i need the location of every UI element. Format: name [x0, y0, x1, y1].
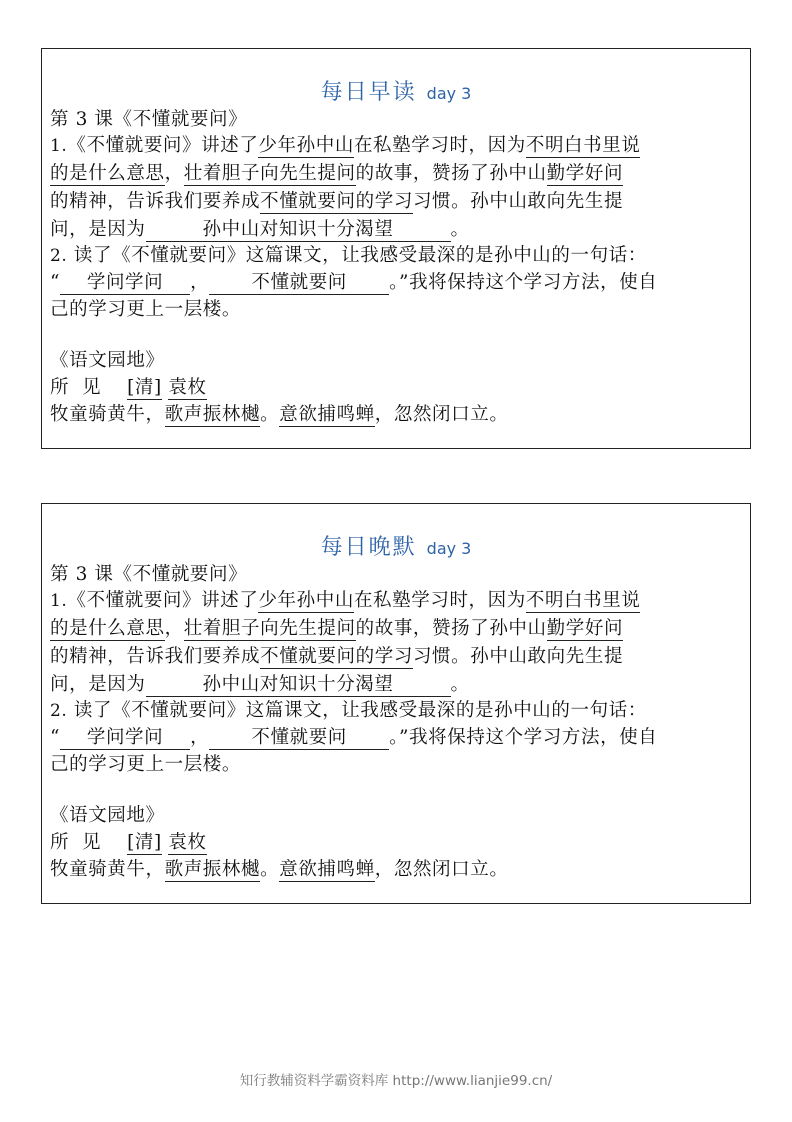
- underlined-answer: 勤学好问: [546, 618, 624, 639]
- text: 问，是因为: [50, 674, 146, 695]
- text: ，: [164, 618, 184, 639]
- fill-blank-answer: 不懂就要问: [209, 727, 389, 750]
- underlined-answer: 不懂就要问: [260, 191, 356, 212]
- question-1-line-4: [50, 216, 744, 244]
- text: 问，是因为: [50, 219, 146, 240]
- poem-title: 所 见: [50, 832, 102, 853]
- underlined-answer: 少年孙中山: [258, 135, 354, 156]
- underlined-answer: 勤学好问: [546, 163, 624, 184]
- underlined-answer: 的是什么意思: [50, 618, 165, 639]
- underlined-answer: 壮着胆子向先生提问: [183, 618, 356, 639]
- lesson-heading-text: 第 3 课《不懂就要问》: [50, 109, 248, 130]
- text: ，忽然闭口立。: [374, 859, 509, 880]
- text: 在私塾学习时，因为: [353, 590, 526, 611]
- evening-dictation-card: [41, 503, 751, 904]
- question-1-line-1: [50, 587, 744, 615]
- text: 的精神，告诉我们要养成: [50, 191, 261, 212]
- text: 在私塾学习时，因为: [353, 135, 526, 156]
- garden-heading: [50, 802, 744, 830]
- question-2-line-2: [50, 724, 744, 752]
- text: 习惯。孙中山敢向先生提: [412, 646, 624, 667]
- poem-author: 袁枚: [168, 832, 207, 853]
- lesson-heading: [50, 106, 744, 134]
- garden-heading: [50, 347, 744, 375]
- poem-dynasty: [清]: [127, 832, 162, 853]
- question-2-line-2: [50, 269, 744, 297]
- question-2-line-1: [50, 697, 744, 725]
- underlined-answer: 的学习: [355, 191, 413, 212]
- underlined-answer: 的学习: [355, 646, 413, 667]
- question-2-line-3: [50, 751, 744, 779]
- poem-author: 袁枚: [168, 377, 207, 398]
- underlined-answer: 意欲捕鸣蝉: [279, 859, 375, 880]
- text: 读了《不懂就要问》这篇课文，让我感受最深的是孙中山的一句话：: [73, 245, 647, 266]
- text: ，: [190, 727, 210, 748]
- underlined-answer: 的是什么意思: [50, 163, 165, 184]
- poem-title: 所 见: [50, 377, 102, 398]
- text: 。: [450, 219, 470, 240]
- text: ，: [164, 163, 184, 184]
- underlined-answer: 少年孙中山: [258, 590, 354, 611]
- underlined-answer: 歌声振林樾: [164, 859, 261, 880]
- card-title-text: 每日晚默: [320, 535, 417, 560]
- poem-title-line: [50, 829, 744, 857]
- day-label: day 3: [426, 84, 472, 103]
- text: 。: [260, 859, 280, 880]
- fill-blank-answer: 孙中山对知识十分渴望: [146, 674, 451, 697]
- underlined-answer: 歌声振林樾: [164, 404, 261, 425]
- morning-reading-card: [41, 48, 751, 449]
- poem-title-line: [50, 374, 744, 402]
- text: ，: [190, 272, 210, 293]
- text: ，忽然闭口立。: [374, 404, 509, 425]
- day-label: day 3: [426, 539, 472, 558]
- question-number: 2.: [50, 246, 68, 266]
- text: 《不懂就要问》讲述了: [67, 135, 259, 156]
- fill-blank-answer: 孙中山对知识十分渴望: [146, 219, 451, 242]
- question-1-line-3: [50, 643, 744, 671]
- question-number: 1.: [50, 591, 68, 611]
- underlined-answer: 不懂就要问: [260, 646, 356, 667]
- underlined-answer: 意欲捕鸣蝉: [279, 404, 375, 425]
- text: 。: [450, 674, 470, 695]
- text: 。”我将保持这个学习方法，使自: [389, 727, 658, 748]
- poem-dynasty: [清]: [127, 377, 162, 398]
- question-2-line-3: [50, 296, 744, 324]
- card-title: [42, 75, 750, 106]
- text: 己的学习更上一层楼。: [50, 299, 242, 320]
- text: 的故事，赞扬了孙中山: [355, 163, 547, 184]
- question-number: 1.: [50, 136, 68, 156]
- text: 牧童骑黄牛，: [50, 404, 165, 425]
- text: 习惯。孙中山敢向先生提: [412, 191, 624, 212]
- text: 《不懂就要问》讲述了: [67, 590, 259, 611]
- question-1-line-3: [50, 188, 744, 216]
- fill-blank-answer: 不懂就要问: [209, 272, 389, 295]
- text: 的精神，告诉我们要养成: [50, 646, 261, 667]
- underlined-answer: 不明白书里说: [525, 590, 641, 611]
- question-1-line-1: [50, 132, 744, 160]
- question-number: 2.: [50, 701, 68, 721]
- underlined-answer: 不明白书里说: [525, 135, 641, 156]
- text: 己的学习更上一层楼。: [50, 754, 242, 775]
- text: 的故事，赞扬了孙中山: [355, 618, 547, 639]
- card-title-text: 每日早读: [320, 80, 417, 105]
- footer-watermark: 知行教辅资料学霸资料库 http://www.lianjie99.cn/: [239, 1073, 553, 1089]
- text: 《语文园地》: [50, 805, 165, 826]
- question-1-line-2: [50, 615, 744, 643]
- text: 。: [260, 404, 280, 425]
- text: 《语文园地》: [50, 350, 165, 371]
- poem-body: [50, 401, 744, 429]
- text: “: [50, 727, 61, 748]
- text: 。”我将保持这个学习方法，使自: [389, 272, 658, 293]
- lesson-heading-text: 第 3 课《不懂就要问》: [50, 564, 248, 585]
- poem-body: [50, 856, 744, 884]
- underlined-answer: 壮着胆子向先生提问: [183, 163, 356, 184]
- fill-blank-answer: 学问学问: [60, 272, 190, 295]
- question-2-line-1: [50, 242, 744, 270]
- text: 牧童骑黄牛，: [50, 859, 165, 880]
- fill-blank-answer: 学问学问: [60, 727, 190, 750]
- text: 读了《不懂就要问》这篇课文，让我感受最深的是孙中山的一句话：: [73, 700, 647, 721]
- lesson-heading: [50, 561, 744, 589]
- text: “: [50, 272, 61, 293]
- question-1-line-2: [50, 160, 744, 188]
- card-title: [42, 530, 750, 561]
- question-1-line-4: [50, 671, 744, 699]
